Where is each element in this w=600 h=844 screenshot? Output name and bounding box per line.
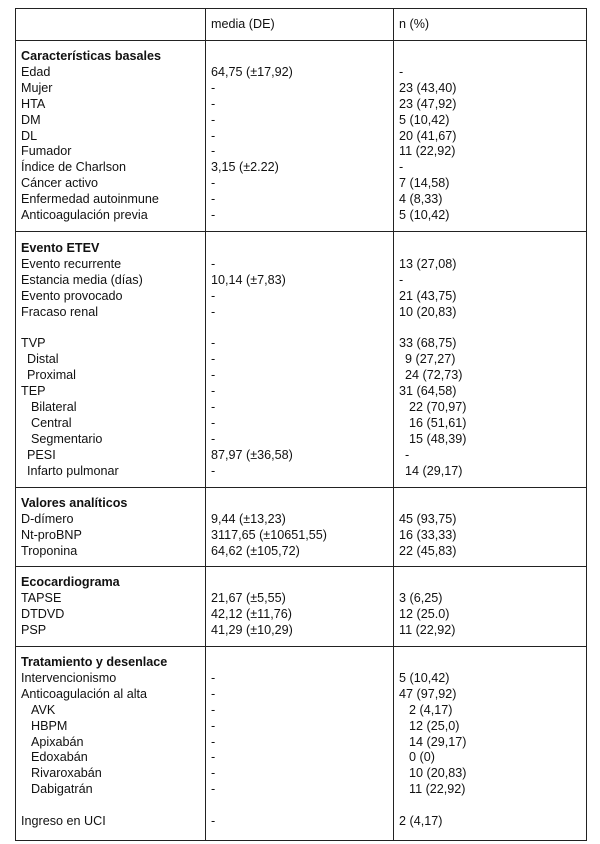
row-n: 2 (4,17) [399, 814, 443, 828]
row-n: 23 (47,92) [399, 96, 457, 111]
row-n: 24 (72,73) [405, 368, 463, 383]
row-n: 12 (25,0) [409, 718, 460, 733]
row-n: 15 (48,39) [409, 431, 467, 446]
row-mean: - [211, 686, 216, 701]
row-label: DL [21, 128, 38, 143]
row-label: Bilateral [31, 400, 77, 414]
row-mean: - [211, 192, 216, 207]
row-n: 33 (68,75) [399, 336, 457, 351]
row-n: 2 (4,17) [409, 702, 453, 717]
row-label: Dabigatrán [31, 782, 93, 797]
row-mean: - [211, 814, 216, 828]
row-n: 13 (27,08) [399, 256, 457, 271]
column-divider [393, 9, 394, 840]
row-label: Mujer [21, 80, 53, 95]
row-label: Distal [27, 352, 59, 367]
row-label: Estancia media (días) [21, 272, 143, 287]
row-divider [16, 566, 586, 567]
row-mean: - [211, 734, 216, 749]
section-title: Ecocardiograma [21, 575, 120, 589]
section-title: Valores analíticos [21, 496, 128, 510]
row-mean: - [211, 336, 216, 351]
row-label: Ingreso en UCI [21, 814, 106, 828]
row-mean: 41,29 (±10,29) [211, 622, 293, 637]
row-mean: - [211, 352, 216, 367]
row-n: 14 (29,17) [405, 463, 463, 478]
row-label: TEP [21, 384, 46, 399]
row-n: 20 (41,67) [399, 128, 457, 143]
section-title: Tratamiento y desenlace [21, 655, 168, 669]
row-n: 4 (8,33) [399, 192, 443, 207]
row-mean: - [211, 176, 216, 191]
row-n: 47 (97,92) [399, 686, 457, 701]
row-label: Anticoagulación previa [21, 208, 148, 222]
row-n: 16 (51,61) [409, 415, 467, 430]
row-n: 23 (43,40) [399, 80, 457, 95]
row-mean: - [211, 96, 216, 111]
row-n: 14 (29,17) [409, 734, 467, 749]
row-label: Cáncer activo [21, 176, 98, 191]
row-n: 21 (43,75) [399, 288, 457, 303]
row-mean: - [211, 415, 216, 430]
row-n: - [405, 447, 410, 462]
row-label: Anticoagulación al alta [21, 686, 148, 701]
row-mean: - [211, 782, 216, 797]
row-label: Edoxabán [31, 750, 88, 765]
row-divider [16, 487, 586, 488]
row-label: D-dímero [21, 511, 74, 526]
row-mean: - [211, 702, 216, 717]
row-n: 3 (6,25) [399, 590, 443, 605]
row-n: 0 (0) [409, 750, 435, 765]
row-mean: 3117,65 (±10651,55) [211, 527, 327, 542]
row-label: PESI [27, 447, 56, 462]
row-mean: - [211, 112, 216, 127]
row-mean: - [211, 304, 216, 319]
row-mean: - [211, 208, 216, 222]
row-n: 5 (10,42) [399, 670, 450, 685]
row-n: - [399, 160, 404, 175]
row-label: Evento provocado [21, 288, 123, 303]
row-n: 10 (20,83) [409, 766, 467, 781]
column-divider [205, 9, 206, 840]
row-n: 10 (20,83) [399, 304, 457, 319]
row-n: 12 (25.0) [399, 606, 450, 621]
row-label: Enfermedad autoinmune [21, 192, 159, 207]
row-n: 5 (10,42) [399, 208, 450, 222]
row-n: - [399, 272, 404, 287]
row-label: Fracaso renal [21, 304, 98, 319]
row-label: Infarto pulmonar [27, 463, 119, 478]
row-mean: - [211, 766, 216, 781]
row-label: Evento recurrente [21, 256, 122, 271]
row-mean: 42,12 (±11,76) [211, 606, 292, 621]
row-label: AVK [31, 702, 56, 717]
row-mean: - [211, 288, 216, 303]
row-mean: - [211, 128, 216, 143]
row-divider [16, 231, 586, 232]
row-mean: - [211, 670, 216, 685]
row-label: Índice de Charlson [21, 160, 127, 175]
row-n: - [399, 64, 404, 79]
row-label: Central [31, 415, 72, 430]
row-label: Troponina [21, 543, 78, 558]
row-n: 22 (70,97) [409, 400, 467, 414]
row-mean: 87,97 (±36,58) [211, 447, 293, 462]
row-n: 16 (33,33) [399, 527, 457, 542]
row-n: 11 (22,92) [409, 782, 466, 797]
row-mean: - [211, 144, 216, 159]
row-label: Rivaroxabán [31, 766, 102, 781]
row-label: Segmentario [31, 431, 103, 446]
row-n: 45 (93,75) [399, 511, 457, 526]
row-label: Apixabán [31, 734, 84, 749]
row-label: HTA [21, 96, 46, 111]
row-n: 11 (22,92) [399, 622, 456, 637]
row-label: Fumador [21, 144, 72, 159]
row-mean: - [211, 718, 216, 733]
row-label: Proximal [27, 368, 76, 383]
row-mean: - [211, 384, 216, 399]
row-label: PSP [21, 622, 47, 637]
row-mean: 64,62 (±105,72) [211, 543, 300, 558]
row-n: 31 (64,58) [399, 384, 457, 399]
row-divider [16, 646, 586, 647]
row-mean: 3,15 (±2.22) [211, 160, 279, 175]
row-label: DM [21, 112, 41, 127]
row-label: DTDVD [21, 606, 65, 621]
row-mean: - [211, 256, 216, 271]
section-title: Características basales [21, 49, 162, 63]
row-n: 9 (27,27) [405, 352, 456, 367]
header-mean: media (DE) [211, 17, 275, 31]
row-n: 7 (14,58) [399, 176, 450, 191]
data-table [15, 8, 587, 841]
row-mean: - [211, 368, 216, 383]
row-label: TAPSE [21, 590, 62, 605]
row-label: Intervencionismo [21, 670, 117, 685]
row-mean: 9,44 (±13,23) [211, 511, 286, 526]
row-n: 22 (45,83) [399, 543, 457, 558]
row-label: HBPM [31, 718, 68, 733]
row-label: Edad [21, 64, 51, 79]
row-mean: 10,14 (±7,83) [211, 272, 286, 287]
row-mean: - [211, 400, 216, 414]
row-label: Nt-proBNP [21, 527, 82, 542]
row-mean: 64,75 (±17,92) [211, 64, 293, 79]
row-label: TVP [21, 336, 46, 351]
row-divider [16, 40, 586, 41]
section-title: Evento ETEV [21, 241, 100, 255]
row-n: 11 (22,92) [399, 144, 456, 159]
row-mean: - [211, 80, 216, 95]
row-mean: - [211, 463, 216, 478]
row-mean: - [211, 431, 216, 446]
row-mean: 21,67 (±5,55) [211, 590, 286, 605]
row-n: 5 (10,42) [399, 112, 450, 127]
row-mean: - [211, 750, 216, 765]
header-n: n (%) [399, 17, 430, 31]
